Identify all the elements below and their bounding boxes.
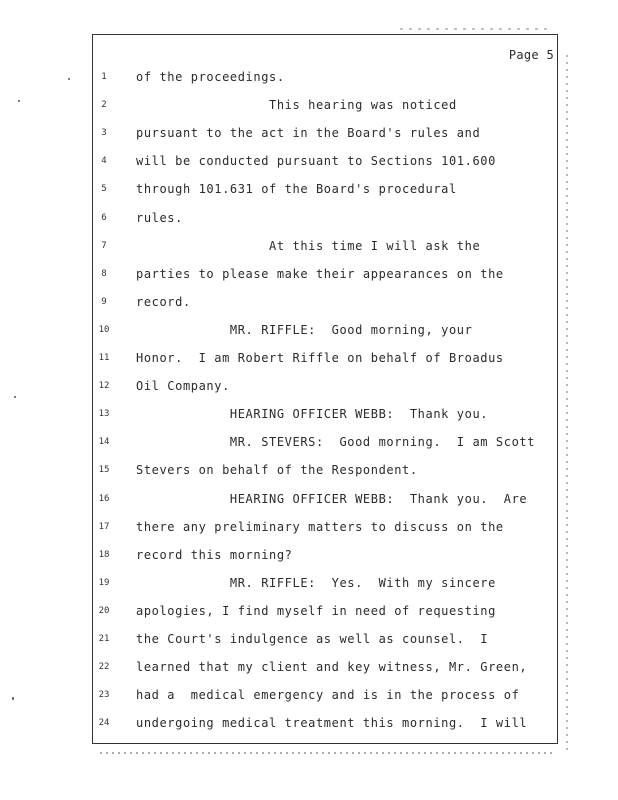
- line-number: 16: [98, 493, 110, 504]
- transcript-line: [0, 435, 618, 455]
- transcript-line: [0, 70, 618, 90]
- line-number: 12: [98, 381, 110, 392]
- line-number: 4: [101, 156, 107, 167]
- line-number: 19: [98, 577, 110, 588]
- line-number: 6: [101, 212, 107, 223]
- line-number: 15: [98, 465, 110, 476]
- line-number: 5: [101, 184, 107, 195]
- transcript-line: [0, 379, 618, 399]
- transcript-line: [0, 239, 618, 259]
- line-text: will be conducted pursuant to Sections 101.600: [136, 154, 496, 169]
- line-number: 2: [101, 100, 107, 111]
- transcript-line: [0, 211, 618, 231]
- line-number: 3: [101, 128, 107, 139]
- line-text: undergoing medical treatment this morning. I will: [136, 716, 528, 731]
- line-text: there any preliminary matters to discuss on the: [136, 519, 504, 534]
- line-text: At this time I will ask the: [136, 238, 481, 253]
- line-text: the Court's indulgence as well as counsel. I: [136, 632, 489, 646]
- line-text: record this morning?: [136, 547, 293, 562]
- line-number: 1: [101, 72, 107, 82]
- scan-speck: [68, 78, 70, 80]
- line-text: learned that my client and key witness, Mr. Green,: [136, 660, 528, 675]
- line-number: 8: [101, 268, 107, 279]
- line-text: record.: [136, 294, 191, 309]
- transcript-line: [0, 463, 618, 483]
- line-text: Oil Company.: [136, 379, 230, 394]
- transcript-line: [0, 323, 618, 343]
- line-number: 11: [98, 353, 110, 363]
- scan-speck: [12, 697, 14, 700]
- line-number: 20: [98, 605, 110, 616]
- line-text: MR. STEVERS: Good morning. I am Scott: [136, 435, 536, 450]
- line-text: pursuant to the act in the Board's rules and: [136, 126, 481, 141]
- line-number: 13: [98, 409, 110, 420]
- transcript-line: [0, 126, 618, 146]
- page-number: Page 5: [508, 48, 554, 62]
- transcript-line: [0, 660, 618, 680]
- scan-artifact-edge: [566, 55, 568, 755]
- line-text: MR. RIFFLE: Good morning, your: [136, 322, 473, 337]
- transcript-line: [0, 688, 618, 708]
- scan-speck: [18, 100, 20, 102]
- line-number: 10: [98, 324, 110, 335]
- transcript-line: [0, 182, 618, 202]
- transcript-line: [0, 154, 618, 174]
- line-text: parties to please make their appearances on the: [136, 266, 504, 281]
- scan-artifact-top: [400, 28, 548, 30]
- line-number: 14: [98, 437, 110, 448]
- line-text: had a medical emergency and is in the process of: [136, 688, 520, 703]
- line-text: This hearing was noticed: [136, 98, 457, 113]
- scan-artifact-bottom: [100, 752, 556, 754]
- transcript-line: [0, 492, 618, 512]
- line-text: apologies, I find myself in need of requesting: [136, 603, 496, 618]
- transcript-line: [0, 407, 618, 427]
- scan-speck: [14, 396, 16, 398]
- transcript-line: [0, 716, 618, 736]
- line-text: HEARING OFFICER WEBB: Thank you. Are: [136, 491, 528, 506]
- transcript-line: [0, 267, 618, 287]
- line-number: 22: [98, 662, 110, 673]
- line-number: 9: [101, 296, 107, 307]
- line-number: 23: [98, 690, 110, 701]
- transcript-line: [0, 520, 618, 540]
- line-number: 17: [98, 521, 110, 532]
- transcript-line: [0, 576, 618, 596]
- line-text: Honor. I am Robert Riffle on behalf of Broadus: [136, 351, 504, 365]
- transcript-line: [0, 632, 618, 652]
- transcript-line: [0, 604, 618, 624]
- line-text: MR. RIFFLE: Yes. With my sincere: [136, 575, 496, 590]
- line-text: of the proceedings.: [136, 70, 285, 84]
- line-text: through 101.631 of the Board's procedural: [136, 182, 457, 197]
- line-number: 24: [98, 718, 110, 729]
- line-number: 7: [101, 240, 107, 251]
- line-text: rules.: [136, 210, 183, 225]
- transcript-line: [0, 351, 618, 371]
- line-text: HEARING OFFICER WEBB: Thank you.: [136, 407, 489, 422]
- line-number: 21: [98, 634, 110, 644]
- line-text: Stevers on behalf of the Respondent.: [136, 463, 418, 478]
- transcript-line: [0, 548, 618, 568]
- transcript-line: [0, 295, 618, 315]
- line-number: 18: [98, 549, 110, 560]
- transcript-line: [0, 98, 618, 118]
